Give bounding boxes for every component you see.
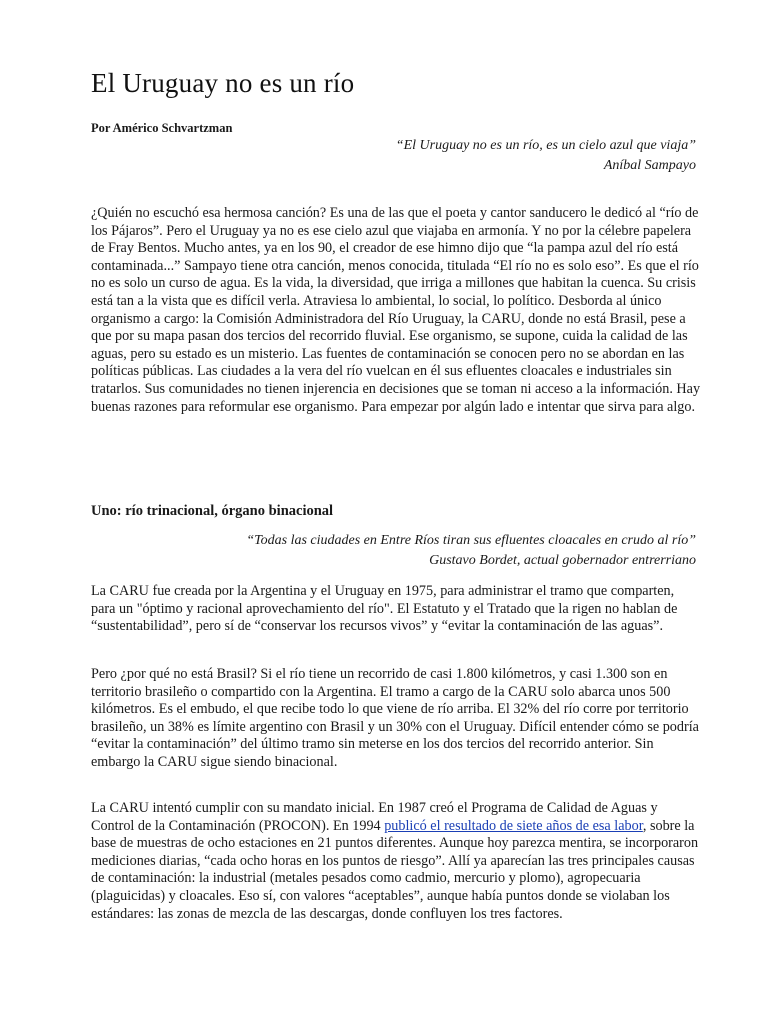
article-title: El Uruguay no es un río <box>91 68 355 98</box>
epigraph-2-quote: “Todas las ciudades en Entre Ríos tiran sus efluentes cloacales en crudo al río” <box>246 533 696 548</box>
paragraph-4-text-end: , sobre la base de muestras de ocho estaciones en 21 puntos diferentes. Aunque hoy parezca mentira, se incorporaron mediciones diarias, “cada ocho horas en los puntos de riesgo”. Allí ya aparecían las tres principales causas de contaminación: la industrial (metales pesados como cadmio, mercurio y plomo), agropecuaria (plaguicidas) y cloacales. Eso sí, con valores “aceptables”, aunque había puntos donde se violaban los estándares: las zonas de mezcla de las descargas, donde confluyen los tres factores. <box>91 817 699 922</box>
section-heading-1: Uno: río trinacional, órgano binacional <box>91 503 334 519</box>
paragraph-3: Pero ¿por qué no está Brasil? Si el río tiene un recorrido de casi 1.800 kilómetros, y casi 1.300 son en territorio brasileño o compartido con la Argentina. El tramo a cargo de la CARU solo abarca unos 500 kilómetros. Es el embudo, el que recibe todo lo que viene de río arriba. El 32% del río corre por territorio brasileño, un 38% es límite argentino con Brasil y un 30% con el Uruguay. Difícil entender cómo se podría “evitar la contaminación” del último tramo sin meterse en los dos tercios del recorrido anterior. Sin embargo la CARU sigue siendo binacional. <box>91 666 699 770</box>
paragraph-4-text-start: La CARU intentó cumplir con su mandato inicial. En 1987 creó el Programa de Calidad de Aguas y Control de la Contaminación (PROCON). En 1994 <box>91 800 658 834</box>
paragraph-2: La CARU fue creada por la Argentina y el Uruguay en 1975, para administrar el tramo que comparten, para un "óptimo y racional aprovechamiento del río". El Estatuto y el Tratado que la rigen no hablan de “sustentabilidad”, pero sí de “conservar los recursos vivos” y “evitar la contaminación de las aguas”. <box>91 583 678 635</box>
article-byline: Por Américo Schvartzman <box>91 121 233 135</box>
paragraph-4 <box>91 800 701 923</box>
epigraph-2-author: Gustavo Bordet, actual gobernador entrerriano <box>429 553 696 568</box>
procon-results-link[interactable]: publicó el resultado de siete años de esa labor <box>384 817 643 834</box>
epigraph-1-author: Aníbal Sampayo <box>603 158 696 173</box>
epigraph-1 <box>396 136 696 176</box>
epigraph-2 <box>246 531 696 571</box>
epigraph-1-quote: “El Uruguay no es un río, es un cielo azul que viaja” <box>395 138 696 153</box>
paragraph-1: ¿Quién no escuchó esa hermosa canción? Es una de las que el poeta y cantor sanducero le dedicó al “río de los Pájaros”. Pero el Uruguay ya no es ese cielo azul que viajaba en armonía. Y no por la célebre papelera de Fray Bentos. Mucho antes, ya en los 90, el creador de ese himno dijo que “la pampa azul del río está contaminada...” Sampayo tiene otra canción, menos conocida, titulada “El río no es solo eso”. Es que el río no es solo un curso de agua. Es la vida, la diversidad, que irriga a millones que habitan la cuenca. Su crisis está tan a la vista que es difícil verla. Atraviesa lo ambiental, lo social, lo político. Desborda al único organismo a cargo: la Comisión Administradora del Río Uruguay, la CARU, donde no está Brasil, pese a que por su mapa pasan dos tercios del recorrido fluvial. Ese organismo, se supone, cuida la calidad de las aguas, pero su estado es un misterio. Las fuentes de contaminación se conocen pero no se abordan en las políticas públicas. Las ciudades a la vera del río vuelcan en él sus efluentes cloacales e industriales sin tratarlos. Sus comunidades no tienen injerencia en decisiones que se toman ni acceso a la información. Hay buenas razones para reformular ese organismo. Para empezar por algún lado e intentar que sirva para algo. <box>91 205 701 415</box>
